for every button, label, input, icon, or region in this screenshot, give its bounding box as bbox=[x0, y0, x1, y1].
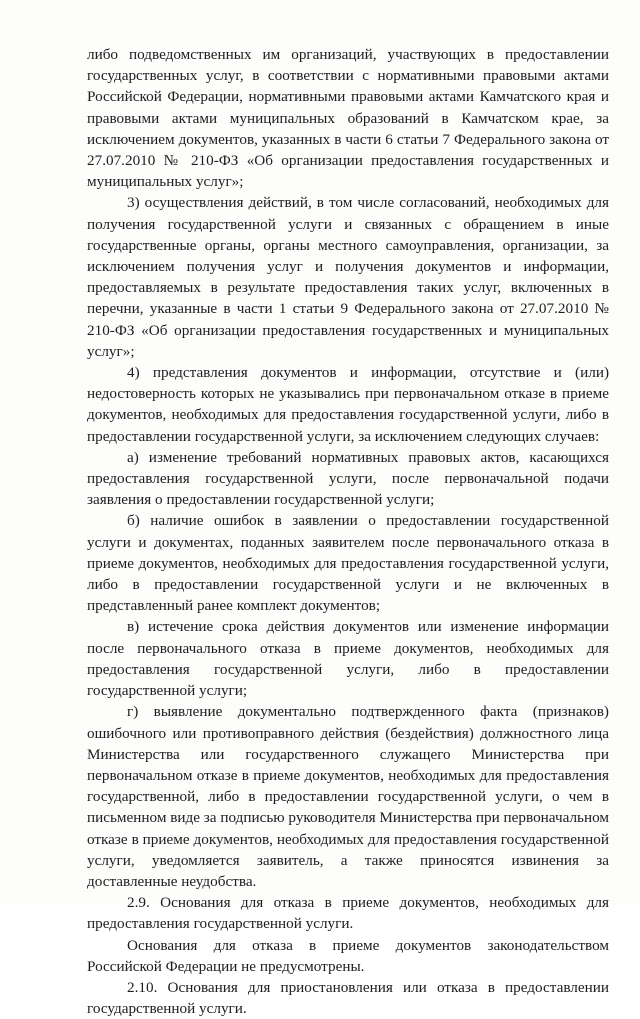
paragraph-subitem-a: а) изменение требований нормативных правовых актов, касающихся предоставления государственной услуги, после первоначальной подачи заявления о предоставлении государственной услуги; bbox=[87, 448, 609, 509]
paragraph-section-2-10: 2.10. Основания для приостановления или отказа в предоставлении государственной услуги. bbox=[87, 978, 609, 1018]
document-body bbox=[87, 44, 609, 1019]
paragraph-item-3: 3) осуществления действий, в том числе согласований, необходимых для получения государственной услуги и связанных с обращением в иные государственные органы, органы местного самоуправления, организации, за исключением получения услуг и получения документов и информации, предоставляемых в результате предоставления таких услуг, включенных в перечни, указанные в части 1 статьи 9 Федерального закона от 27.07.2010 № 210-ФЗ «Об организации предоставления государственных и муниципальных услуг»; bbox=[87, 194, 609, 360]
paragraph-refusal-grounds: Основания для отказа в приеме документов законодательством Российской Федерации не предусмотрены. bbox=[87, 936, 609, 975]
paragraph-continuation: либо подведомственных им организаций, участвующих в предоставлении государственных услуг, в соответствии с нормативными правовыми актами Российской Федерации, нормативными правовыми актами Камчатского края и правовыми актами муниципальных образований в Камчатском крае, за исключением документов, указанных в части 6 статьи 7 Федерального закона от 27.07.2010 № 210-ФЗ «Об организации предоставления государственных и муниципальных услуг»; bbox=[87, 46, 609, 191]
paragraph-subitem-v: в) истечение срока действия документов или изменение информации после первоначального отказа в приеме документов, необходимых для предоставления государственной услуги, либо в предоставлении государственной услуги; bbox=[87, 618, 609, 700]
paragraph-item-4: 4) представления документов и информации, отсутствие и (или) недостоверность которых не указывались при первоначальном отказе в приеме документов, необходимых для предоставления государственной услуги, либо в предоставлении государственной услуги, за исключением следующих случаев: bbox=[87, 364, 609, 445]
paragraph-subitem-g: г) выявление документально подтвержденного факта (признаков) ошибочного или противоправного действия (бездействия) должностного лица Министерства или государственного служащего Министерства при первоначальном отказе в приеме документов, необходимых для предоставления государственной, либо в предоставлении государственной услуги, о чем в письменном виде за подписью руководителя Министерства при первоначальном отказе в приеме документов, необходимых для предоставления государственной услуги, уведомляется заявитель, а также приносятся извинения за доставленные неудобства. bbox=[87, 703, 610, 890]
paragraph-section-2-9: 2.9. Основания для отказа в приеме документов, необходимых для предоставления государственной услуги. bbox=[87, 894, 609, 933]
paragraph-subitem-b: б) наличие ошибок в заявлении о предоставлении государственной услуги и документах, поданных заявителем после первоначального отказа в приеме документов, необходимых для предоставления государственной услуги, либо в предоставлении государственной услуги и не включенных в представленный ранее комплект документов; bbox=[87, 512, 609, 615]
